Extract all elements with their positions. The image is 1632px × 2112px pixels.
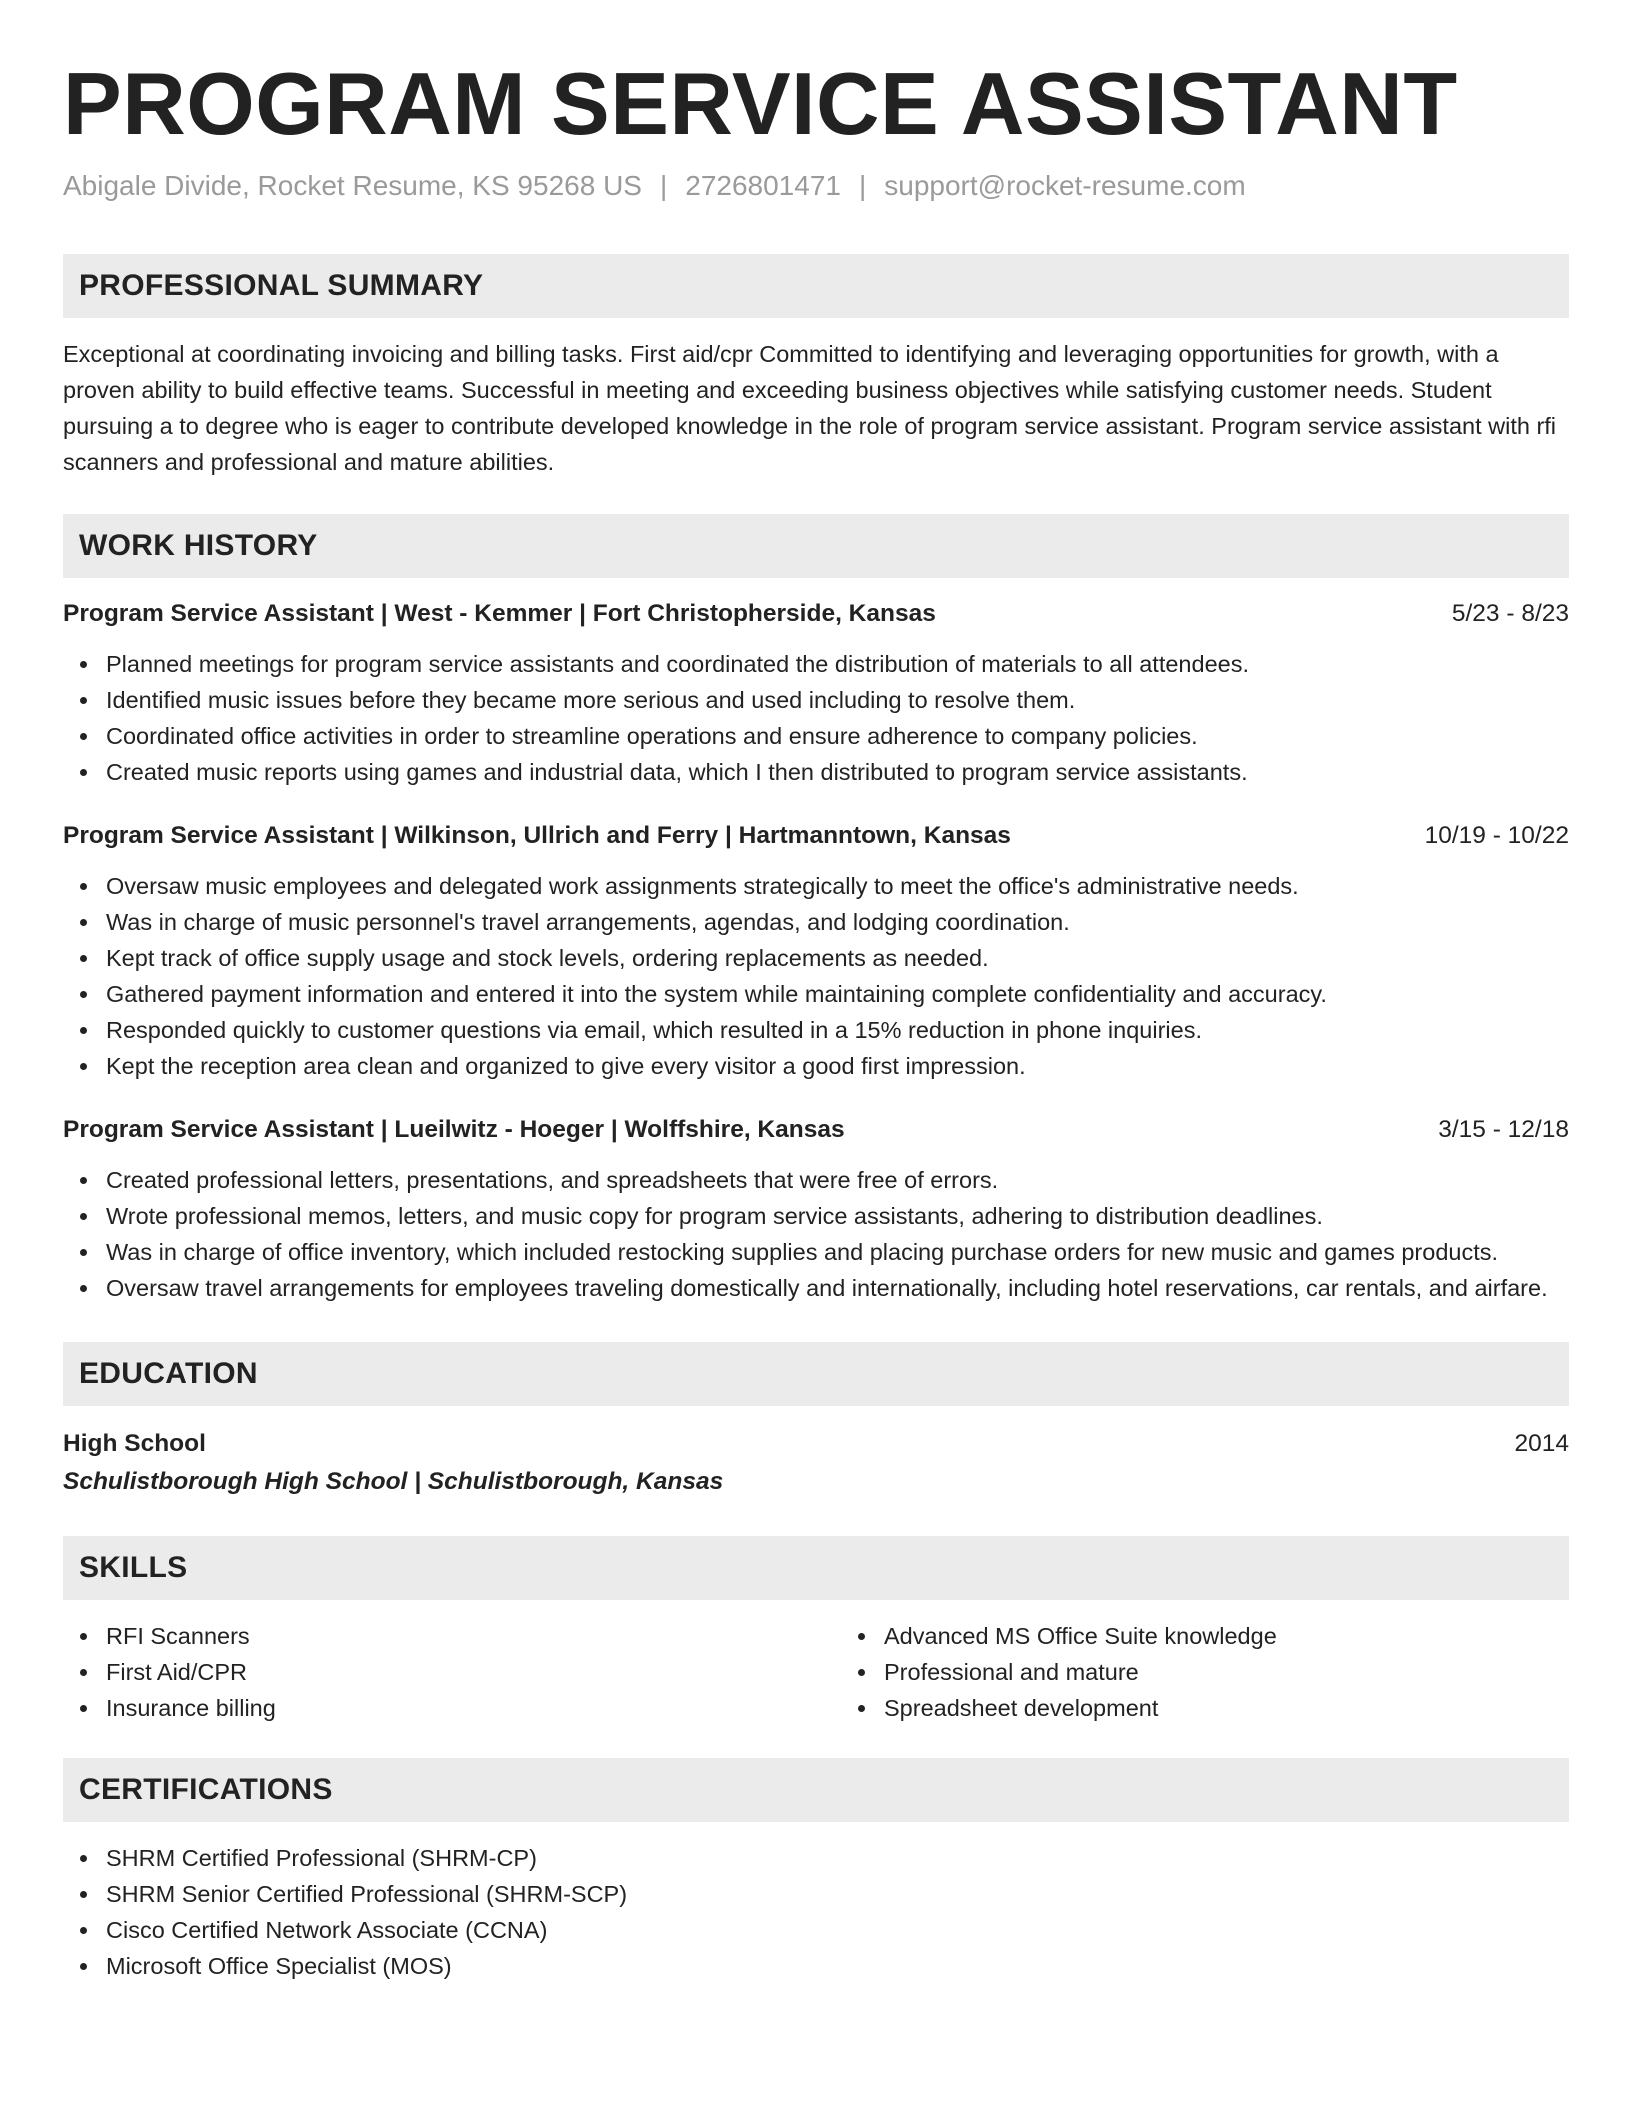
candidate-title: PROGRAM SERVICE ASSISTANT bbox=[63, 54, 1458, 153]
job-bullet: Responded quickly to customer questions via email, which resulted in a 15% reduction in phone inquiries. bbox=[106, 1012, 1569, 1048]
job-bullet: Was in charge of office inventory, which included restocking supplies and placing purchase orders for new music and games products. bbox=[106, 1234, 1569, 1270]
job-title: Program Service Assistant | Wilkinson, Ullrich and Ferry | Hartmanntown, Kansas bbox=[63, 822, 1011, 849]
education-entry bbox=[63, 1426, 1569, 1462]
skills-list-left bbox=[63, 1618, 841, 1726]
skill-item: RFI Scanners bbox=[106, 1618, 841, 1654]
certification-item: SHRM Senior Certified Professional (SHRM-SCP) bbox=[106, 1876, 1569, 1912]
job-bullets bbox=[63, 1162, 1569, 1306]
contact-line bbox=[63, 168, 1569, 204]
education-school: Schulistborough High School | Schulistborough, Kansas bbox=[63, 1468, 724, 1495]
contact-separator: | bbox=[858, 170, 867, 201]
job-bullet: Identified music issues before they became more serious and used including to resolve them. bbox=[106, 682, 1569, 718]
certification-item: SHRM Certified Professional (SHRM-CP) bbox=[106, 1840, 1569, 1876]
contact-address: Abigale Divide, Rocket Resume, KS 95268 US bbox=[63, 170, 642, 201]
job-header bbox=[63, 596, 1569, 632]
job-header bbox=[63, 1112, 1569, 1148]
skill-item: First Aid/CPR bbox=[106, 1654, 841, 1690]
job-bullet: Gathered payment information and entered it into the system while maintaining complete confidentiality and accuracy. bbox=[106, 976, 1569, 1012]
job-dates: 10/19 - 10/22 bbox=[1424, 822, 1569, 849]
education-degree: High School bbox=[63, 1430, 206, 1457]
job-dates: 5/23 - 8/23 bbox=[1451, 600, 1569, 627]
job-dates: 3/15 - 12/18 bbox=[1438, 1116, 1569, 1143]
job-title: Program Service Assistant | West - Kemmer | Fort Christopherside, Kansas bbox=[63, 600, 936, 627]
skill-item: Advanced MS Office Suite knowledge bbox=[884, 1618, 1277, 1654]
job-title: Program Service Assistant | Lueilwitz - Hoeger | Wolffshire, Kansas bbox=[63, 1116, 845, 1143]
education-heading: EDUCATION bbox=[63, 1342, 1569, 1406]
contact-phone: 2726801471 bbox=[685, 170, 841, 201]
job-entry bbox=[63, 1112, 1569, 1306]
job-bullet: Was in charge of music personnel's travel arrangements, agendas, and lodging coordination. bbox=[106, 904, 1569, 940]
contact-separator: | bbox=[659, 170, 668, 201]
certifications-list bbox=[63, 1840, 1569, 1984]
job-entry bbox=[63, 596, 1569, 790]
contact-email: support@rocket-resume.com bbox=[884, 170, 1246, 201]
skill-item: Spreadsheet development bbox=[884, 1690, 1277, 1726]
education-year: 2014 bbox=[1514, 1430, 1569, 1457]
job-bullet: Kept the reception area clean and organized to give every visitor a good first impression. bbox=[106, 1048, 1569, 1084]
job-bullet: Planned meetings for program service assistants and coordinated the distribution of materials to all attendees. bbox=[106, 646, 1569, 682]
job-bullet: Created music reports using games and industrial data, which I then distributed to program service assistants. bbox=[106, 754, 1569, 790]
skill-item: Insurance billing bbox=[106, 1690, 841, 1726]
certifications-heading: CERTIFICATIONS bbox=[63, 1758, 1569, 1822]
job-bullet: Oversaw travel arrangements for employees traveling domestically and internationally, including hotel reservations, car rentals, and airfare. bbox=[106, 1270, 1569, 1306]
job-bullet: Kept track of office supply usage and stock levels, ordering replacements as needed. bbox=[106, 940, 1569, 976]
job-bullet: Oversaw music employees and delegated work assignments strategically to meet the office's administrative needs. bbox=[106, 868, 1569, 904]
summary-heading: PROFESSIONAL SUMMARY bbox=[63, 254, 1569, 318]
work-history-heading: WORK HISTORY bbox=[63, 514, 1569, 578]
certification-item: Cisco Certified Network Associate (CCNA) bbox=[106, 1912, 1569, 1948]
job-bullet: Wrote professional memos, letters, and music copy for program service assistants, adhering to distribution deadlines. bbox=[106, 1198, 1569, 1234]
job-bullet: Coordinated office activities in order to streamline operations and ensure adherence to company policies. bbox=[106, 718, 1569, 754]
job-bullets bbox=[63, 646, 1569, 790]
job-bullet: Created professional letters, presentations, and spreadsheets that were free of errors. bbox=[106, 1162, 1569, 1198]
job-header bbox=[63, 818, 1569, 854]
skills-columns bbox=[63, 1618, 1569, 1726]
summary-text: Exceptional at coordinating invoicing and billing tasks. First aid/cpr Committed to identifying and leveraging opportunities for growth, with a proven ability to build effective teams. Successful in meeting and exceeding business objectives while satisfying customer needs. Student pursuing a to degree who is eager to contribute developed knowledge in the role of program service assistant. Program service assistant with rfi scanners and professional and mature abilities. bbox=[63, 341, 1557, 475]
skill-item: Professional and mature bbox=[884, 1654, 1277, 1690]
job-entry bbox=[63, 818, 1569, 1084]
skills-list-right bbox=[841, 1618, 1277, 1726]
job-bullets bbox=[63, 868, 1569, 1084]
skills-heading: SKILLS bbox=[63, 1536, 1569, 1600]
certification-item: Microsoft Office Specialist (MOS) bbox=[106, 1948, 1569, 1984]
